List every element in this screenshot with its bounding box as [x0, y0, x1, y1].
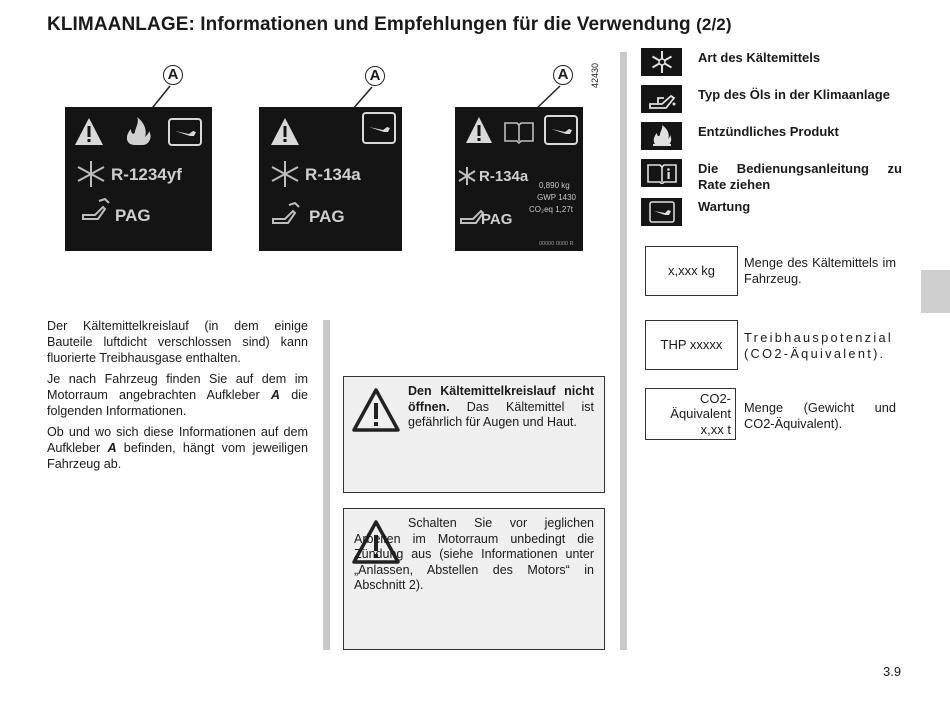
- warning-text-1: [408, 384, 594, 431]
- sticker-3-code: 00000 0000 R: [539, 241, 574, 247]
- sticker-label-3: [455, 107, 583, 251]
- image-number: 42430: [590, 62, 600, 88]
- legend-label-manual: Die Bedienungsanleitung zu Rate ziehen: [698, 161, 902, 192]
- intro-text: [47, 318, 308, 477]
- value-desc-gwp-text: Treibhauspotenzial (CO2-Äquivalent).: [744, 330, 894, 361]
- value-box-co2: [645, 388, 736, 440]
- section-tab-marker: [921, 270, 950, 313]
- sticker-3-refrigerant: R-134a: [479, 168, 529, 185]
- intro-paragraph-2: Je nach Fahrzeug finden Sie auf dem im Motorraum angebrachten Aufkleber A die folgenden Informationen.: [47, 372, 309, 418]
- legend-label-refrigerant: Art des Kältemittels: [698, 50, 821, 65]
- warning-text-2: [354, 516, 594, 594]
- warning-triangle-icon: [351, 387, 401, 433]
- callout-a-3: A: [553, 65, 573, 85]
- value-desc-gwp: [744, 330, 900, 361]
- value-box-gwp-text: THP xxxxx: [660, 337, 723, 353]
- value-box-gwp: [645, 320, 738, 370]
- intro-paragraph-1: Der Kältemittelkreislauf (in dem einige Bauteile luftdicht verschlossen sind) kann fluorierte Treibhausgase enthalten.: [47, 319, 308, 365]
- sticker-1-oil: PAG: [115, 206, 151, 225]
- intro-paragraph-3: Ob und wo sich diese Informationen auf dem Aufkleber A befinden, hängt vom jeweiligen Fahrzeug ab.: [47, 425, 308, 471]
- value-desc-quantity: Menge des Kältemittels im Fahrzeug.: [744, 255, 896, 286]
- sticker-3-gwp: GWP 1430: [537, 193, 576, 202]
- sticker-3-co2: CO₂eq 1,27t: [529, 205, 574, 214]
- page-number: 3.9: [883, 664, 902, 679]
- manual-info-icon: [641, 159, 682, 187]
- sticker-2-oil: PAG: [309, 207, 345, 226]
- sticker-2-refrigerant: R-134a: [305, 165, 361, 184]
- legend-label-oil: Typ des Öls in der Klimaanlage: [698, 87, 890, 102]
- value-box-co2-line-1: CO2-: [699, 390, 731, 406]
- value-box-co2-line-2: Äquivalent: [670, 406, 731, 422]
- warning-box-circuit: [343, 376, 605, 493]
- warning-box-ignition: [343, 508, 605, 650]
- page-title-suffix: (2/2): [696, 15, 732, 34]
- sticker-3-oil: PAG: [481, 211, 513, 228]
- sticker-label-2: [259, 107, 402, 251]
- callout-a-1: A: [163, 65, 183, 85]
- sticker-3-amount: 0,890 kg: [539, 181, 570, 190]
- value-box-quantity-text: x,xxx kg: [668, 263, 715, 279]
- sticker-letter-ref: A: [270, 388, 281, 402]
- wrench-icon: [641, 198, 682, 226]
- warning-2-text: Schalten Sie vor jeglichen Arbeiten im Motorraum unbedingt die Zündung aus (siehe Informationen unter „Anlassen, Abstellen des Motors“ in Abschnitt 2).: [354, 516, 594, 593]
- callout-a-2: A: [365, 66, 385, 86]
- legend-label-flammable: Entzündliches Produkt: [698, 124, 839, 139]
- column-divider-left: [323, 320, 330, 650]
- column-divider-right: [620, 52, 627, 650]
- sticker-label-1: [65, 107, 212, 251]
- warning-1-text: Das Kältemittel ist gefährlich für Augen und Haut.: [408, 399, 594, 430]
- page-title-text: KLIMAANLAGE: Informationen und Empfehlungen für die Verwendung: [47, 14, 691, 35]
- flame-icon: [641, 122, 682, 150]
- sticker-1-refrigerant: R-1234yf: [111, 165, 182, 184]
- oil-can-icon: [641, 85, 682, 113]
- value-box-quantity: [645, 246, 738, 296]
- warning-1-bold: Den Kältemittelkreislauf nicht öffnen.: [408, 384, 594, 414]
- value-box-co2-line-3: x,xx t: [700, 421, 731, 437]
- legend-label-maintenance: Wartung: [698, 199, 751, 214]
- sticker-letter-ref: A: [107, 441, 117, 455]
- snowflake-icon: [641, 48, 682, 76]
- value-desc-co2: Menge (Gewicht und CO2-Äquivalent).: [744, 400, 896, 431]
